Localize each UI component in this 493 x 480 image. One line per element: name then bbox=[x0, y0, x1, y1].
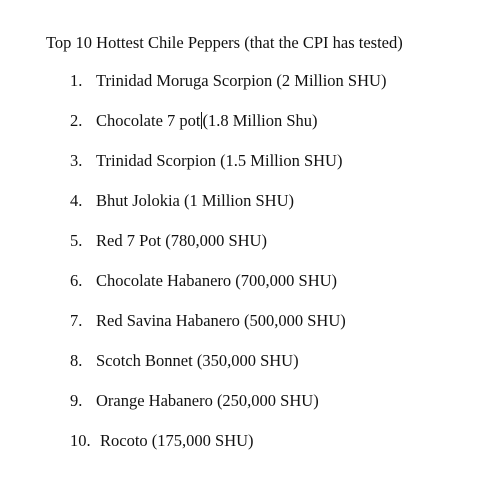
list-item-text: Trinidad Scorpion (1.5 Million SHU) bbox=[96, 151, 343, 170]
list-item-text: Red Savina Habanero (500,000 SHU) bbox=[96, 311, 346, 330]
list-item-text: Scotch Bonnet (350,000 SHU) bbox=[96, 351, 299, 370]
list-item-number: 7. bbox=[70, 311, 83, 330]
list-item-number: 2. bbox=[70, 111, 83, 130]
list-item-text: Orange Habanero (250,000 SHU) bbox=[96, 391, 319, 410]
list-item-text: Chocolate Habanero (700,000 SHU) bbox=[96, 271, 338, 290]
list-item-number: 9. bbox=[70, 391, 83, 410]
text-before-caret: Chocolate 7 pot bbox=[96, 111, 201, 130]
list-item-text: Trinidad Moruga Scorpion (2 Million SHU) bbox=[96, 71, 387, 90]
list-item-text: Bhut Jolokia (1 Million SHU) bbox=[96, 191, 295, 210]
document-title: Top 10 Hottest Chile Peppers (that the CPI has tested) bbox=[46, 33, 403, 52]
list-item-number: 4. bbox=[70, 191, 83, 210]
text-after-caret: (1.8 Million Shu) bbox=[202, 111, 318, 130]
list-item-number: 6. bbox=[70, 271, 83, 290]
list-item-text: Rocoto (175,000 SHU) bbox=[100, 431, 254, 450]
list-item-text bbox=[96, 110, 318, 132]
list-item-number: 8. bbox=[70, 351, 83, 370]
list-item-number: 3. bbox=[70, 151, 83, 170]
list-item-number: 1. bbox=[70, 71, 83, 90]
list-item-number: 10. bbox=[70, 431, 91, 450]
list-item-number: 5. bbox=[70, 231, 83, 250]
list-item-text: Red 7 Pot (780,000 SHU) bbox=[96, 231, 267, 250]
